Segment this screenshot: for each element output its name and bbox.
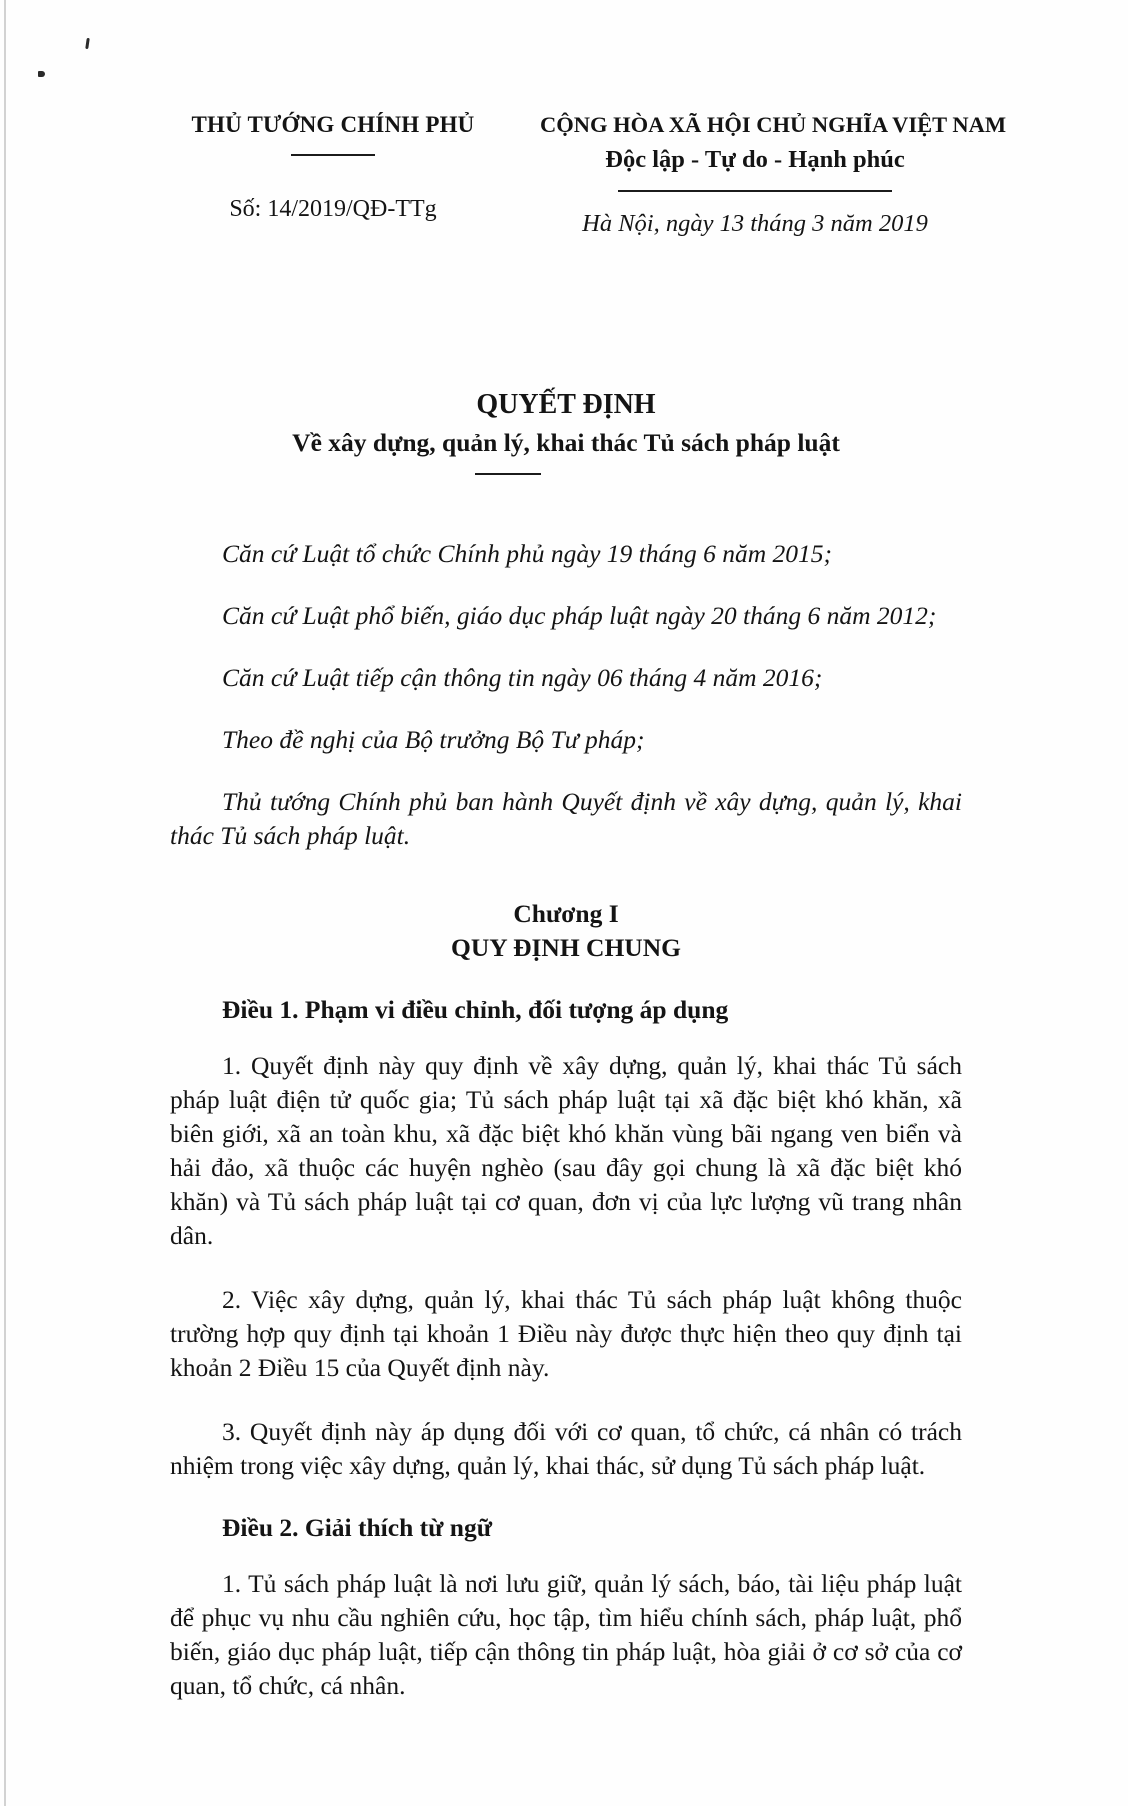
chapter-title: QUY ĐỊNH CHUNG	[451, 933, 681, 962]
article-2-heading: Điều 2. Giải thích từ ngữ	[222, 1513, 493, 1542]
national-title: CỘNG HÒA XÃ HỘI CHỦ NGHĨA VIỆT NAM	[540, 112, 1007, 137]
article-2-clause-1: 1. Tủ sách pháp luật là nơi lưu giữ, quản lý sách, báo, tài liệu pháp luật để phục vụ nhu cầu nghiên cứu, học tập, tìm hiểu chính sách, pháp luật, phổ biến, giáo dục pháp luật, tiếp cận thông tin pháp luật, hòa giải ở cơ sở của cơ quan, tổ chức, cá nhân.	[170, 1569, 962, 1700]
chapter-label: Chương I	[513, 899, 619, 928]
preamble-citation: Căn cứ Luật tổ chức Chính phủ ngày 19 tháng 6 năm 2015;	[222, 539, 833, 568]
article-1-clause-1: 1. Quyết định này quy định về xây dựng, quản lý, khai thác Tủ sách pháp luật điện tử quốc gia; Tủ sách pháp luật tại xã đặc biệt khó khăn, xã biên giới, xã an toàn khu, xã đặc biệt khó khăn vùng bãi ngang ven biển và hải đảo, xã thuộc các huyện nghèo (sau đây gọi chung là xã đặc biệt khó khăn) và Tủ sách pháp luật tại cơ quan, đơn vị của lực lượng vũ trang nhân dân.	[170, 1051, 962, 1250]
preamble-enactment: Thủ tướng Chính phủ ban hành Quyết định về xây dựng, quản lý, khai thác Tủ sách pháp luật.	[170, 787, 962, 850]
chapter-heading	[170, 897, 962, 965]
issuer-block	[168, 112, 498, 223]
issuer-underline	[291, 154, 375, 156]
preamble-citation: Theo đề nghị của Bộ trưởng Bộ Tư pháp;	[222, 725, 645, 754]
issuer-name: THỦ TƯỚNG CHÍNH PHỦ	[191, 112, 475, 137]
document-subject: Về xây dựng, quản lý, khai thác Tủ sách pháp luật	[292, 428, 840, 457]
document-body	[170, 330, 962, 1703]
scan-speck	[85, 38, 90, 49]
scan-speck	[38, 71, 45, 77]
article-1-clause-2: 2. Việc xây dựng, quản lý, khai thác Tủ sách pháp luật không thuộc trường hợp quy định tại khoản 1 Điều này được thực hiện theo quy định tại khoản 2 Điều 15 của Quyết định này.	[170, 1285, 962, 1382]
document-number: Số: 14/2019/QĐ-TTg	[229, 196, 437, 222]
preamble	[170, 537, 962, 853]
article-1-heading: Điều 1. Phạm vi điều chỉnh, đối tượng áp dụng	[222, 995, 729, 1024]
subject-underline	[475, 473, 541, 475]
document-type-title: QUYẾT ĐỊNH	[476, 389, 656, 420]
scan-edge-shadow	[4, 0, 6, 1806]
title-block	[170, 388, 962, 475]
national-motto: Độc lập - Tự do - Hạnh phúc	[605, 146, 905, 173]
motto-underline	[618, 190, 892, 192]
preamble-citation: Căn cứ Luật tiếp cận thông tin ngày 06 tháng 4 năm 2016;	[222, 663, 823, 692]
article-1-clause-3: 3. Quyết định này áp dụng đối với cơ quan, tổ chức, cá nhân có trách nhiệm trong việc xây dựng, quản lý, khai thác, sử dụng Tủ sách pháp luật.	[170, 1417, 962, 1480]
place-and-date: Hà Nội, ngày 13 tháng 3 năm 2019	[582, 210, 928, 237]
preamble-citation: Căn cứ Luật phổ biến, giáo dục pháp luật ngày 20 tháng 6 năm 2012;	[222, 601, 937, 630]
national-header-block	[540, 112, 1007, 238]
